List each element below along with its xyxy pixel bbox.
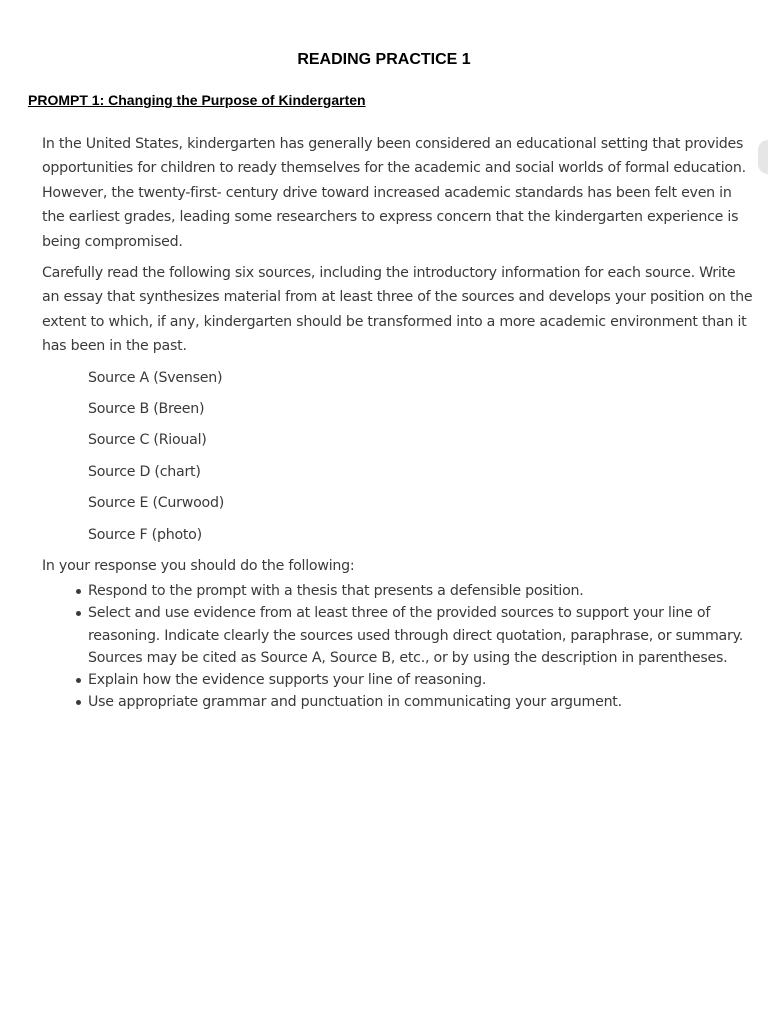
task-paragraph: Carefully read the following six sources, including the introductory information for each source. Write an essay that synthesizes material from at least three of the sources and develops your position on the extent to which, if any, kindergarten should be transformed into a more academic environment than it has been in the past.: [42, 265, 753, 355]
instructions-list: [42, 580, 754, 714]
instruction-item: Explain how the evidence supports your line of reasoning.: [88, 669, 754, 691]
instruction-item: Respond to the prompt with a thesis that presents a defensible position.: [88, 580, 754, 602]
source-list: [42, 366, 754, 547]
prompt-body: [42, 132, 754, 714]
source-item: Source E (Curwood): [88, 495, 224, 512]
source-item: Source C (Rioual): [88, 432, 207, 449]
source-item: Source D (chart): [88, 463, 201, 480]
source-item: Source B (Breen): [88, 401, 205, 418]
prompt-heading: PROMPT 1: Changing the Purpose of Kindergarten: [28, 92, 366, 108]
source-item: Source F (photo): [88, 526, 202, 543]
document-title: READING PRACTICE 1: [297, 51, 471, 68]
page-edge-scroll-indicator: [758, 140, 768, 174]
intro-paragraph: In the United States, kindergarten has generally been considered an educational setting that provides opportunities for children to ready themselves for the academic and social worlds of formal education. However, the twenty-first- century drive toward increased academic standards has been felt even in the earliest grades, leading some researchers to express concern that the kindergarten experience is being compromised.: [42, 136, 746, 250]
instruction-item: Select and use evidence from at least three of the provided sources to support your line of reasoning. Indicate clearly the sources used through direct quotation, paraphrase, or summary. Sources may be cited as Source A, Source B, etc., or by using the description in parentheses.: [88, 602, 754, 669]
source-item: Source A (Svensen): [88, 369, 223, 386]
instructions-intro: In your response you should do the following:: [42, 558, 355, 574]
instruction-item: Use appropriate grammar and punctuation in communicating your argument.: [88, 691, 754, 713]
